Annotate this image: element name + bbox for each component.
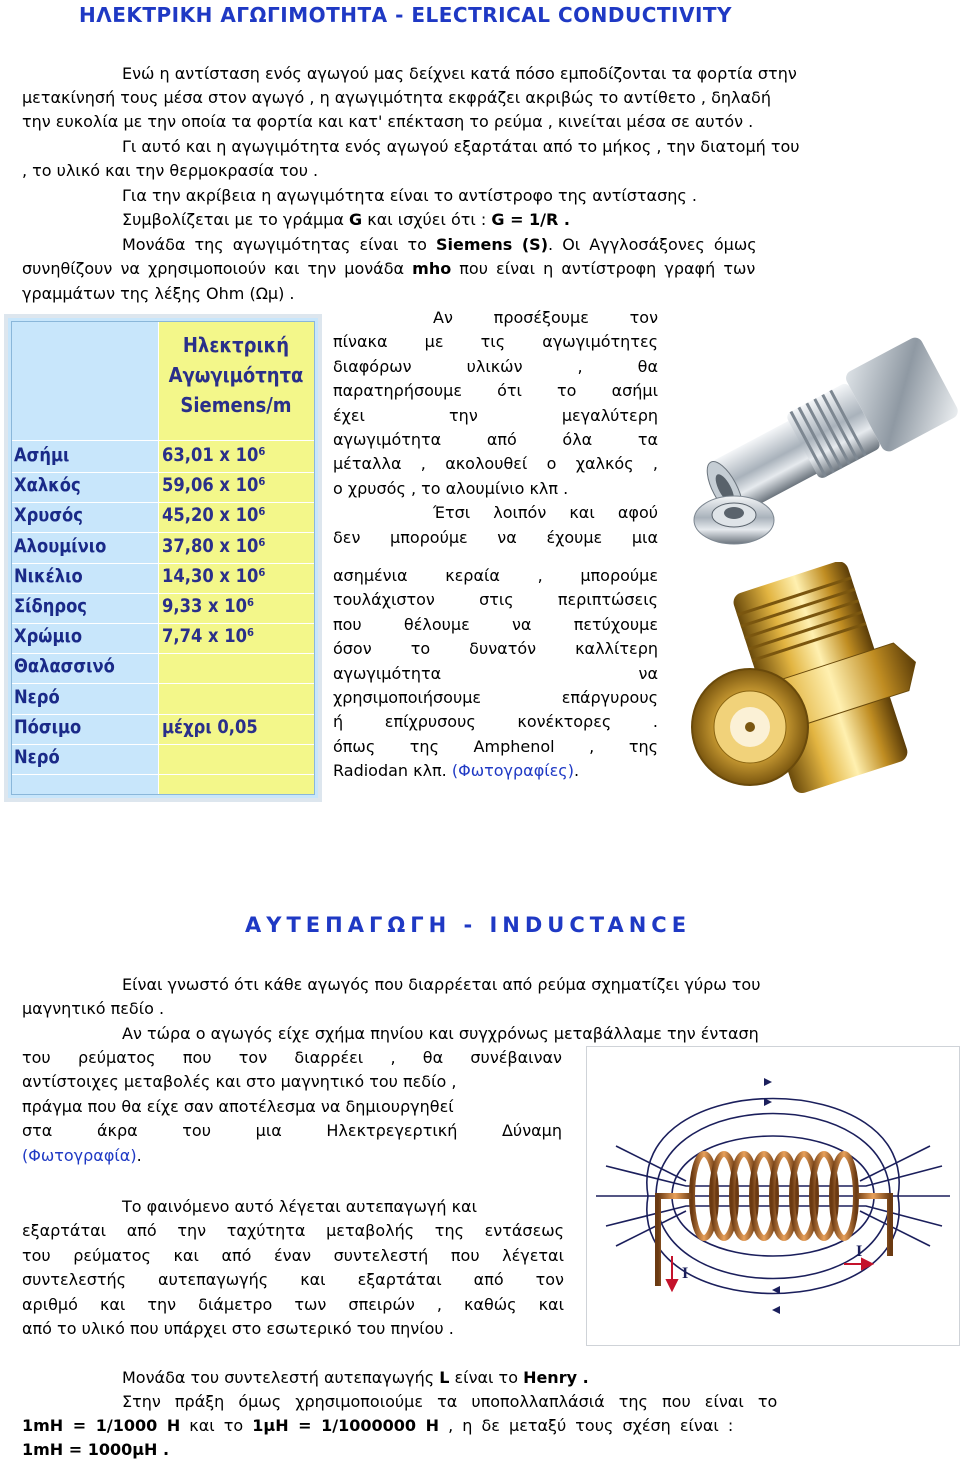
- coil-current-label-right: I: [856, 1243, 863, 1260]
- photo-line: (Φωτογραφία).: [22, 1145, 142, 1165]
- conductivity-value: 37,80 x 10⁶: [162, 534, 266, 557]
- conductivity-table: [4, 314, 322, 802]
- table-row: [12, 714, 314, 745]
- table-row: [12, 442, 314, 473]
- conductivity-value: 59,06 x 10⁶: [162, 474, 266, 497]
- section-title-conductivity: ΗΛΕΚΤΡΙΚΗ ΑΓΩΓΙΜΟΤΗΤΑ - ELECTRICAL CONDUCTIVITY: [79, 3, 733, 27]
- unit-line: Μονάδα της αγωγιμότητας είναι το Siemens (S). Οι Αγγλοσάξονες όμως: [122, 235, 757, 254]
- conductivity-value: 63,01 x 10⁶: [162, 444, 266, 466]
- table-row: [12, 563, 314, 594]
- material-name: Ασήμι: [14, 444, 70, 466]
- text-line: , το υλικό και την θερμοκρασία του .: [22, 161, 319, 180]
- table-row: [12, 472, 314, 503]
- text-line: Γι αυτό και η αγωγιμότητα ενός αγωγού εξαρτάται από το μήκος , την διατομή του: [122, 137, 800, 156]
- silver-connector-photo: [682, 310, 960, 558]
- table-header: Αγωγιμότητα: [168, 363, 304, 387]
- material-name: Θαλασσινό: [14, 655, 115, 678]
- text-line: μετακίνησή τους μέσα στον αγωγό , η αγωγιμότητα εκφράζει ακριβώς το αντίθετο , δηλαδή: [22, 88, 771, 107]
- coil-magnetic-field-diagram: [586, 1046, 960, 1346]
- table-header: Siemens/m: [180, 393, 292, 417]
- text-line: την ευκολία με την οποία τα φορτία και κατ' επέκταση το ρεύμα , κινείται μέσα σε αυτόν .: [22, 112, 754, 131]
- practice-line-2: 1mH = 1000μH .: [22, 1440, 170, 1459]
- table-row: [12, 533, 314, 564]
- material-name: Χαλκός: [14, 474, 81, 497]
- side-text-2: ασημένια κεραία , μπορούμε τουλάχιστον στις περιπτώσεις που θέλουμε να πετύχουμε όσον το δυνατόν καλλίτερη αγωγιμότητα να χρησιμοποιήσουμε επάργυρους ή επίχρυσους κονέκτορες . όπως της Amphenol , της Radiodan κλπ. (Φωτογραφίες).: [333, 564, 658, 784]
- material-name: Σίδηρος: [14, 595, 88, 617]
- table-header: Ηλεκτρική: [182, 333, 290, 357]
- text-line: γραμμάτων της λέξης Ohm (Ωμ) .: [22, 284, 295, 303]
- material-name: Νερό: [14, 746, 60, 768]
- conductivity-value: 14,30 x 10⁶: [162, 564, 266, 587]
- unit-line-2: συνηθίζουν να χρησιμοποιούν και την μονάδα mho που είναι η αντίστροφη γραφή των: [22, 259, 756, 278]
- conductivity-value: μέχρι 0,05: [162, 715, 258, 738]
- symbol-line: Συμβολίζεται με το γράμμα G και ισχύει ότι : G = 1/R .: [122, 210, 570, 229]
- conductivity-value: 45,20 x 10⁶: [162, 504, 266, 527]
- photo-link[interactable]: (Φωτογραφία): [22, 1145, 137, 1165]
- conductivity-value: 9,33 x 10⁶: [162, 595, 255, 617]
- inductance-paragraph: του ρεύματος που τον διαρρέει , θα συνέβαιναν αντίστοιχες μεταβολές και στο μαγνητικό του πεδίο , πράγμα που θα είχε σαν αποτέλεσμα να δημιουργηθεί στα άκρα του μια Ηλεκτρεγερτική Δύναμη (Φωτογραφία).: [22, 1046, 562, 1168]
- text-line: Ενώ η αντίσταση ενός αγωγού μας δείχνει κατά πόσο εμποδίζονται τα φορτία στην: [122, 64, 797, 83]
- text-line: μαγνητικό πεδίο .: [22, 999, 165, 1018]
- table-row: [12, 653, 314, 684]
- text-line: Αν τώρα ο αγωγός είχε σχήμα πηνίου και συγχρόνως μεταβάλλαμε την ένταση: [122, 1024, 759, 1043]
- material-name: Χρώμιο: [14, 625, 83, 648]
- table-row: [12, 593, 314, 624]
- photos-line: Radiodan κλπ. (Φωτογραφίες).: [333, 761, 580, 781]
- material-name: Χρυσός: [14, 504, 83, 527]
- practice-line: 1mH = 1/1000 H και το 1μH = 1/1000000 H , η δε μεταξύ τους σχέση είναι :: [22, 1416, 734, 1435]
- material-name: Νικέλιο: [14, 564, 83, 587]
- text-line: Για την ακρίβεια η αγωγιμότητα είναι το αντίστροφο της αντίστασης .: [122, 186, 697, 205]
- self-induction-paragraph: Το φαινόμενο αυτό λέγεται αυτεπαγωγή και εξαρτάται από την ταχύτητα μεταβολής της εντάσεως του ρεύματος και από έναν συντελεστή που λέγεται συντελεστής αυτεπαγωγής και εξαρτάται από τον αριθμό και την διάμετρο των σπειρών , καθώς και από το υλικό που υπάρχει στο εσωτερικό του πηνίου .: [22, 1197, 564, 1339]
- text-line: Στην πράξη όμως χρησιμοποιούμε τα υποπολλαπλάσιά της που είναι το: [122, 1392, 778, 1411]
- coil-current-label-left: I: [682, 1265, 689, 1282]
- text-line: Είναι γνωστό ότι κάθε αγωγός που διαρρέεται από ρεύμα σχηματίζει γύρω του: [122, 975, 761, 994]
- table-row: [12, 502, 314, 533]
- material-name: Πόσιμο: [14, 715, 82, 738]
- table-row: [12, 623, 314, 654]
- section-title-inductance: ΑΥΤΕΠΑΓΩΓΗ - INDUCTANCE: [245, 913, 692, 937]
- material-name: Νερό: [14, 685, 60, 708]
- conductivity-value: 7,74 x 10⁶: [162, 625, 255, 648]
- gold-connector-photo: [672, 562, 960, 800]
- side-text: Αν προσέξουμε τον πίνακα με τις αγωγιμότητες διαφόρων υλικών , θα παρατηρήσουμε ότι το ασήμι έχει την μεγαλύτερη αγωγιμότητα από όλα τα μέταλλα , ακολουθεί ο χαλκός , ο χρυσός , το αλουμίνιο κλπ . Έτσι λοιπόν και αφού δεν μπορούμε να έχουμε μια: [333, 308, 658, 547]
- table-row: [12, 684, 314, 715]
- table-row: [12, 744, 314, 775]
- material-name: Αλουμίνιο: [14, 534, 107, 557]
- henry-line: Μονάδα του συντελεστή αυτεπαγωγής L είναι το Henry .: [122, 1368, 589, 1387]
- photos-link[interactable]: (Φωτογραφίες): [451, 761, 574, 781]
